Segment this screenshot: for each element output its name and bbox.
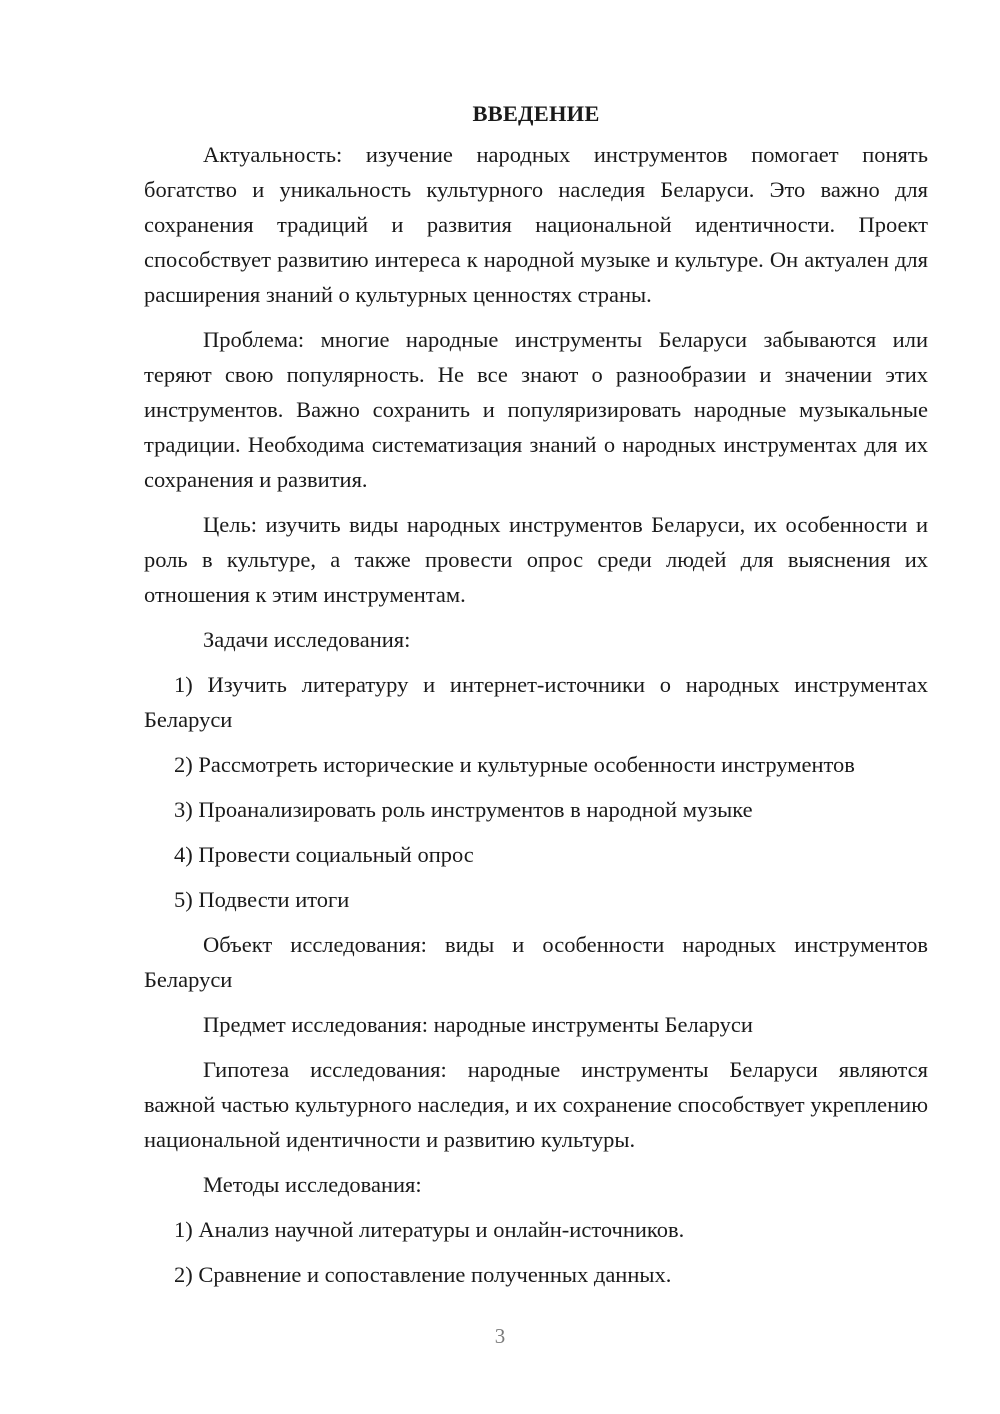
task-item: 4) Провести социальный опрос — [174, 842, 474, 867]
subject-paragraph: Предмет исследования: народные инструменты Беларуси — [203, 1012, 753, 1037]
method-item: 2) Сравнение и сопоставление полученных данных. — [174, 1262, 672, 1287]
task-item: 5) Подвести итоги — [174, 887, 350, 912]
task-item: 2) Рассмотреть исторические и культурные особенности инструментов — [174, 752, 855, 777]
hypothesis-paragraph: Гипотеза исследования: народные инструменты Беларуси являются важной частью культурного наследия, и их сохранение способствует укреплению национальной идентичности и развитию культуры. — [144, 1057, 928, 1152]
page-number: 3 — [494, 1324, 506, 1348]
task-item: 3) Проанализировать роль инструментов в народной музыке — [174, 797, 753, 822]
relevance-paragraph: Актуальность: изучение народных инструментов помогает понять богатство и уникальность культурного наследия Беларуси. Это важно для сохранения традиций и развития национальной идентичности. Проект способствует развитию интереса к народной музыке и культуре. Он актуален для расширения знаний о культурных ценностях страны. — [144, 142, 928, 307]
method-item: 1) Анализ научной литературы и онлайн-источников. — [174, 1217, 685, 1242]
problem-paragraph: Проблема: многие народные инструменты Беларуси забываются или теряют свою популярность. Не все знают о разнообразии и значении этих инструментов. Важно сохранить и популяризировать народные музыкальные традиции. Необходима систематизация знаний о народных инструментах для их сохранения и развития. — [144, 327, 928, 492]
section-title: ВВЕДЕНИЕ — [472, 101, 600, 126]
page-content — [144, 96, 928, 1302]
goal-paragraph: Цель: изучить виды народных инструментов Беларуси, их особенности и роль в культуре, а также провести опрос среди людей для выяснения их отношения к этим инструментам. — [144, 512, 928, 607]
tasks-heading: Задачи исследования: — [203, 627, 411, 652]
task-item: 1) Изучить литературу и интернет-источники о народных инструментах Беларуси — [144, 672, 928, 732]
object-paragraph: Объект исследования: виды и особенности народных инструментов Беларуси — [144, 932, 928, 992]
methods-heading: Методы исследования: — [203, 1172, 422, 1197]
